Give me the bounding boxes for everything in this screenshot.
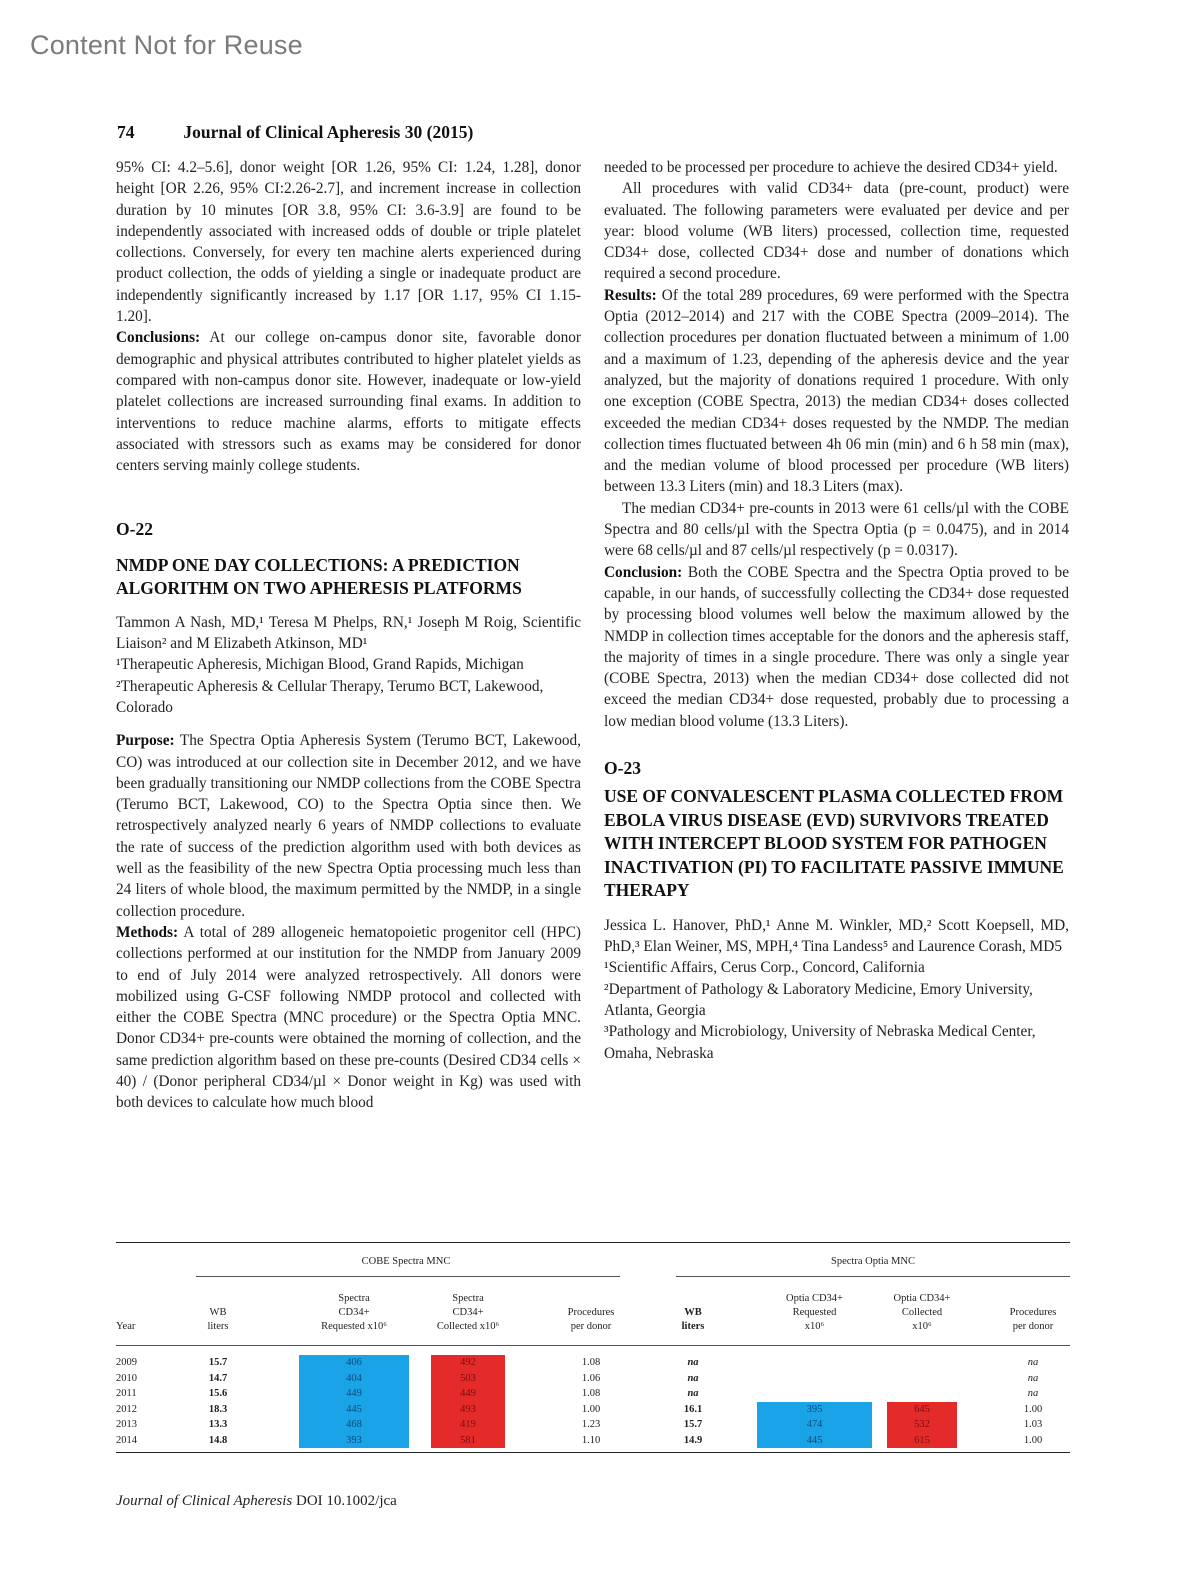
cell-year-2014: 2014 <box>116 1434 137 1446</box>
table-bottom-rule <box>116 1452 1070 1453</box>
cell-cobe-wb-2009: 15.7 <box>208 1357 228 1368</box>
affiliation-o23-3: ³Pathology and Microbiology, University of Nebraska Medical Center, Omaha, Nebraska <box>604 1023 1036 1062</box>
conclusions-label: Conclusions: <box>116 329 201 347</box>
cell-cobe-procedures-2014: 1.10 <box>581 1434 601 1446</box>
abstract-continuation: 95% CI: 4.2–5.6], donor weight [OR 1.26, 95% CI: 1.24, 1.28], donor height [OR 2.26, 95% CI:2.26-2.7], and increment increase in collection duration by 10 minutes [OR 3.8, 95% CI: 3.6-3.9] are found to be independently associated with increased odds of double or triple platelet collections. Conversely, for every ten machine alerts experienced during product collection, the odds of yielding a single or inadequate product are independently significantly increased by 1.17 [OR 1.17, 95% CI 1.15-1.20]. <box>116 159 581 326</box>
evaluation-paragraph: All procedures with valid CD34+ data (pre-count, product) were evaluated. The following parameters were evaluated per device and per year: blood volume (WB liters) processed, collection time, requested CD34+ dose, collected CD34+ dose and number of donations which required a second procedure. <box>604 180 1069 283</box>
cell-cobe-procedures-2009: 1.08 <box>581 1357 601 1368</box>
cell-cobe-wb-2011: 15.6 <box>208 1388 228 1399</box>
col-header-optia-wb: WB liters <box>681 1307 705 1332</box>
cell-cobe-wb-2013: 13.3 <box>208 1419 228 1430</box>
abstract-id-o22: O-22 <box>116 519 153 540</box>
methods-continuation: needed to be processed per procedure to achieve the desired CD34+ yield. <box>604 159 1058 176</box>
conclusion-text: Both the COBE Spectra and the Spectra Optia proved to be capable, in our hands, of successfully collecting the CD34+ dose requested by processing blood volumes well below the maximum allowed by the NMDP in collection times acceptable for the donors and the apheresis staff, the majority of times in a single procedure. There was only a single year (COBE Spectra, 2013) when the median CD34+ dose collected did not exceed the median CD34+ dose requested, probably due to processing a low median blood volume (13.3 Liters). <box>604 563 1069 730</box>
purpose-paragraph <box>116 730 581 922</box>
cell-cobe-wb-2012: 18.3 <box>208 1403 228 1415</box>
cell-cobe-collected-2013: 419 <box>431 1417 505 1433</box>
cell-cobe-procedures-2013: 1.23 <box>581 1419 601 1430</box>
authors-o22: Tammon A Nash, MD,¹ Teresa M Phelps, RN,¹ Joseph M Roig, Scientific Liaison² and M Elizabeth Atkinson, MD¹ <box>116 613 581 653</box>
col-header-cobe-requested: Spectra CD34+ Requested x10⁶ <box>321 1293 387 1332</box>
results-label: Results: <box>604 286 657 304</box>
cell-cobe-collected-2010: 503 <box>431 1371 505 1387</box>
cell-cobe-procedures-2011: 1.08 <box>581 1388 601 1399</box>
affiliation-o23-1: ¹Scientific Affairs, Cerus Corp., Concord, California <box>604 959 925 977</box>
results-text: Of the total 289 procedures, 69 were performed with the Spectra Optia (2012–2014) and 217 with the COBE Spectra (2009–2014). The collection procedures per donation fluctuated between a minimum of 1.00 and a maximum of 1.23, depending of the apheresis device and the year analyzed, but the majority of donations required 1 procedure. With only one exception (COBE Spectra, 2013) the median CD34+ doses collected exceeded the median CD34+ doses requested by the NMDP. The median collection times fluctuated between 4h 06 min (min) and 6 h 58 min (max), and the median volume of blood processed per procedure (WB liters) between 13.3 Liters (min) and 18.3 Liters (max). <box>604 286 1070 496</box>
cell-cobe-requested-2014: 393 <box>299 1433 409 1449</box>
watermark: Content Not for Reuse <box>30 30 303 60</box>
footer-doi: DOI 10.1002/jca <box>296 1493 397 1509</box>
table-top-rule <box>116 1242 1070 1243</box>
group-label-cobe: COBE Spectra MNC <box>361 1256 451 1267</box>
methods-label: Methods: <box>116 923 179 941</box>
footer-journal: Journal of Clinical Apheresis <box>116 1493 293 1509</box>
affiliation-o22-2: ²Therapeutic Apheresis & Cellular Therapy, Terumo BCT, Lakewood, Colorado <box>116 677 544 716</box>
cell-optia-wb-2010: na <box>687 1372 699 1384</box>
col-header-optia-requested: Optia CD34+ Requested x10⁶ <box>786 1293 843 1332</box>
precount-paragraph: The median CD34+ pre-counts in 2013 were 61 cells/µl with the COBE Spectra and 80 cells/µl with the Spectra Optia (p = 0.0475), and in 2014 were 68 cells/µl and 87 cells/µl respectively (p = 0.0317). <box>604 499 1069 560</box>
cell-cobe-collected-2012: 493 <box>431 1402 505 1418</box>
cell-cobe-requested-2013: 468 <box>299 1417 409 1433</box>
cell-cobe-collected-2014: 581 <box>431 1433 505 1449</box>
cell-year-2009: 2009 <box>116 1357 137 1368</box>
cell-year-2013: 2013 <box>116 1419 137 1430</box>
cell-optia-procedures-2011: na <box>1027 1388 1039 1399</box>
cell-optia-procedures-2014: 1.00 <box>1023 1434 1043 1446</box>
conclusions-paragraph <box>116 327 581 476</box>
conclusion-paragraph <box>604 562 1069 732</box>
col-header-cobe-procedures: Procedures per donor <box>567 1307 615 1332</box>
cell-optia-requested-2014: 445 <box>757 1433 872 1449</box>
cell-year-2012: 2012 <box>116 1403 137 1415</box>
cell-cobe-collected-2009: 492 <box>431 1355 505 1371</box>
cell-optia-procedures-2012: 1.00 <box>1023 1403 1043 1415</box>
cell-optia-collected-2009 <box>887 1355 957 1371</box>
cell-optia-wb-2012: 16.1 <box>683 1403 703 1415</box>
affiliation-o22-1: ¹Therapeutic Apheresis, Michigan Blood, Grand Rapids, Michigan <box>116 656 524 674</box>
cell-optia-wb-2013: 15.7 <box>683 1419 703 1430</box>
authors-o23: Jessica L. Hanover, PhD,¹ Anne M. Winkler, MD,² Scott Koepsell, MD, PhD,³ Elan Weiner, MS, MPH,⁴ Tina Landess⁵ and Laurence Corash, MD5 <box>604 916 1069 956</box>
purpose-text: The Spectra Optia Apheresis System (Terumo BCT, Lakewood, CO) was introduced at our collection site in December 2012, and we have been gradually transitioning our NMDP collections from the COBE Spectra (Terumo BCT, Lakewood, CO) to the Spectra Optia since then. We retrospectively analyzed nearly 6 years of NMDP collections to evaluate the rate of success of the prediction algorithm used with both devices as well as the feasibility of the new Spectra Optia processing much less than 24 liters of whole blood, the maximum permitted by the NMDP, in a single collection procedure. <box>116 732 581 920</box>
cell-optia-wb-2011: na <box>687 1388 699 1399</box>
cell-optia-requested-2013: 474 <box>757 1417 872 1433</box>
cell-year-2011: 2011 <box>116 1388 137 1399</box>
cell-optia-procedures-2013: 1.03 <box>1023 1419 1043 1430</box>
cell-cobe-wb-2014: 14.8 <box>208 1434 228 1446</box>
col-header-cobe-collected: Spectra CD34+ Collected x10⁶ <box>436 1293 500 1332</box>
abstract-title-o22: NMDP ONE DAY COLLECTIONS: A PREDICTION ALGORITHM ON TWO APHERESIS PLATFORMS <box>116 554 522 599</box>
col-header-optia-procedures: Procedures per donor <box>1009 1307 1057 1332</box>
cell-optia-wb-2014: 14.9 <box>683 1434 703 1446</box>
results-paragraph <box>604 285 1069 498</box>
cell-cobe-procedures-2012: 1.00 <box>581 1403 601 1415</box>
cell-optia-collected-2014: 615 <box>887 1433 957 1449</box>
cell-cobe-requested-2011: 449 <box>299 1386 409 1402</box>
cell-optia-collected-2013: 532 <box>887 1417 957 1433</box>
cell-optia-requested-2010 <box>757 1371 872 1387</box>
cell-year-2010: 2010 <box>116 1372 137 1384</box>
abstract-id-o23: O-23 <box>604 758 641 779</box>
conclusions-text: At our college on-campus donor site, favorable donor demographic and physical attributes contributed to higher platelet yields as compared with non-campus donor site. However, inadequate or low-yield platelet collections are increased surrounding final exams. In addition to interventions to reduce machine alarms, efforts to mitigate effects associated with stressors such as exams may be considered for donor centers serving mainly college students. <box>116 329 582 475</box>
cell-optia-collected-2010 <box>887 1371 957 1387</box>
conclusion-label: Conclusion: <box>604 563 683 581</box>
cell-cobe-collected-2011: 449 <box>431 1386 505 1402</box>
group-rule-cobe <box>196 1276 620 1277</box>
abstract-title-o23: USE OF CONVALESCENT PLASMA COLLECTED FROM EBOLA VIRUS DISEASE (EVD) SURVIVORS TREATED WITH INTERCEPT BLOOD SYSTEM FOR PATHOGEN INACTIVATION (PI) TO FACILITATE PASSIVE IMMUNE THERAPY <box>604 786 1064 901</box>
right-column <box>604 157 1069 1064</box>
cell-optia-collected-2011 <box>887 1386 957 1402</box>
cell-optia-procedures-2009: na <box>1027 1357 1039 1368</box>
page-number: 74 <box>117 122 135 142</box>
cell-optia-procedures-2010: na <box>1027 1372 1039 1384</box>
group-rule-optia <box>676 1276 1070 1277</box>
cell-optia-wb-2009: na <box>687 1357 699 1368</box>
cell-optia-collected-2012: 645 <box>887 1402 957 1418</box>
purpose-label: Purpose: <box>116 732 175 750</box>
cell-optia-requested-2011 <box>757 1386 872 1402</box>
col-header-optia-collected: Optia CD34+ Collected x10⁶ <box>893 1293 951 1332</box>
cell-cobe-wb-2010: 14.7 <box>208 1372 228 1384</box>
table-header-rule <box>116 1345 1070 1346</box>
cell-cobe-requested-2009: 406 <box>299 1355 409 1371</box>
journal-title: Journal of Clinical Apheresis 30 (2015) <box>183 122 474 142</box>
cell-optia-requested-2012: 395 <box>757 1402 872 1418</box>
col-header-year: Year <box>116 1321 136 1332</box>
running-head <box>117 122 473 143</box>
left-column <box>116 157 581 1114</box>
affiliation-o23-2: ²Department of Pathology & Laboratory Medicine, Emory University, Atlanta, Georgia <box>604 980 1033 1019</box>
data-table-figure <box>116 1242 1070 1446</box>
page-footer <box>116 1493 397 1510</box>
methods-paragraph <box>116 922 581 1114</box>
cell-cobe-procedures-2010: 1.06 <box>581 1372 601 1384</box>
cell-optia-requested-2009 <box>757 1355 872 1371</box>
col-header-cobe-wb: WB liters <box>207 1307 229 1332</box>
methods-text: A total of 289 allogeneic hematopoietic progenitor cell (HPC) collections performed at our institution for the NMDP from January 2009 to end of July 2014 were analyzed retrospectively. All donors were mobilized using G-CSF following NMDP protocol and collected with either the COBE Spectra (MNC procedure) or the Spectra Optia MNC. Donor CD34+ pre-counts were obtained the morning of collection, and the same prediction algorithm based on these pre-counts (Desired CD34 cells × 40) / (Donor peripheral CD34/µl × Donor weight in Kg) was used with both devices to calculate how much blood <box>116 923 582 1112</box>
cell-cobe-requested-2010: 404 <box>299 1371 409 1387</box>
group-label-optia: Spectra Optia MNC <box>831 1256 915 1267</box>
cell-cobe-requested-2012: 445 <box>299 1402 409 1418</box>
